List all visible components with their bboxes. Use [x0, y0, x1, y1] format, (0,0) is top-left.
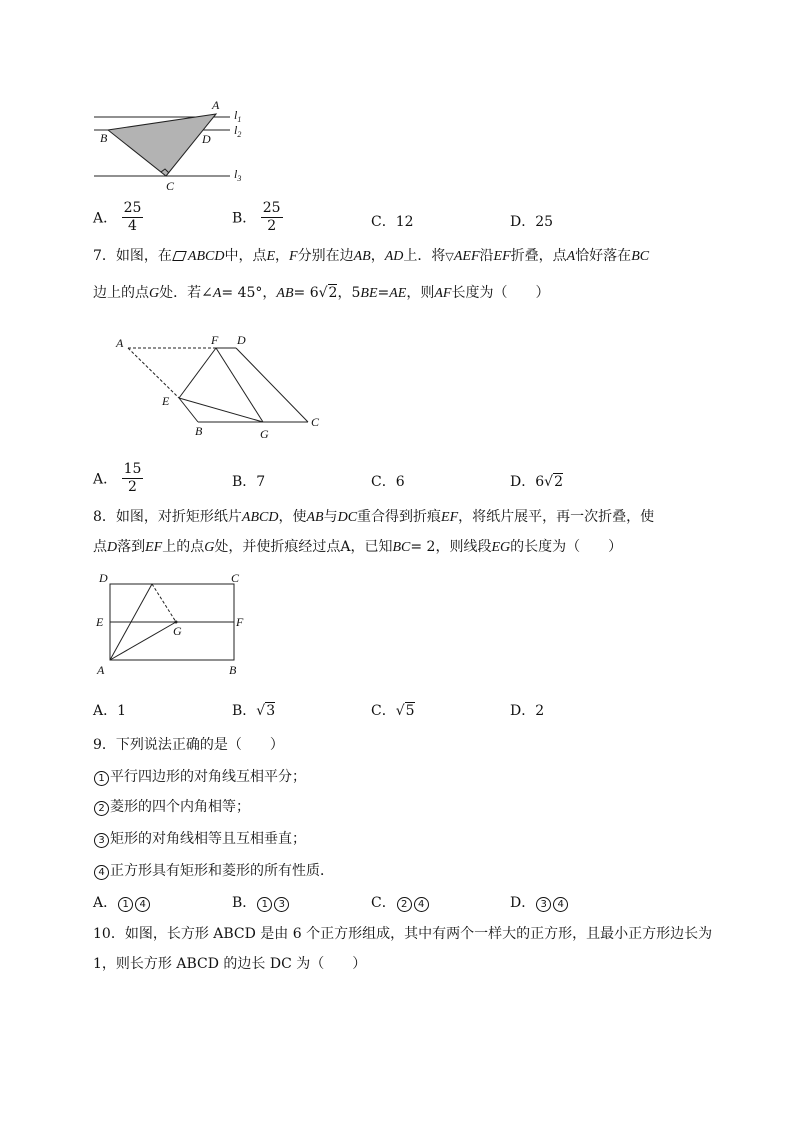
- q6-label-a: A: [212, 98, 220, 112]
- q10-stem-line-2: 1，则长方形 ABCD 的边长 DC 为（ ）: [93, 956, 367, 972]
- q9-option-c[interactable]: C． 2 4: [371, 892, 430, 912]
- q8-option-b-radicand: 3: [266, 703, 276, 719]
- q8-option-c-letter: C．: [371, 703, 396, 719]
- q7-figure: [110, 332, 330, 442]
- q6-label-l3-sub: 3: [237, 174, 242, 183]
- q6-option-a-fraction: $\frac{25}{4}$: [123, 200, 142, 234]
- q7-option-b[interactable]: [232, 471, 265, 491]
- q6-label-l2-sub: 2: [237, 130, 242, 139]
- q7-option-d[interactable]: D．6√2: [510, 474, 563, 490]
- q8-label-a: A: [97, 663, 105, 677]
- svg-text:l1: [234, 108, 241, 124]
- svg-text:l2: [234, 123, 241, 139]
- q8-label-f: F: [236, 615, 244, 629]
- q8-option-c[interactable]: C．√5: [371, 703, 415, 719]
- q8-figure: [90, 568, 250, 680]
- q9-option-a[interactable]: A． 1 4: [93, 892, 151, 912]
- q9-option-b[interactable]: B． 1 3: [232, 892, 290, 912]
- q7-option-c-letter: C．: [371, 474, 396, 490]
- q6-label-l1-sub: 1: [237, 115, 242, 124]
- q7-option-c[interactable]: [371, 471, 405, 491]
- q6-option-d-letter: D．: [510, 214, 536, 230]
- q7-label-c: C: [311, 415, 320, 429]
- q6-option-c-letter: C．: [371, 214, 396, 230]
- q8-option-d[interactable]: [510, 700, 544, 720]
- q6-label-c: C: [166, 179, 175, 193]
- q10-stem-line-1: 10．如图，长方形 ABCD 是由 6 个正方形组成，其中有两个一样大的正方形，且最小正方形边长为: [93, 926, 713, 942]
- q9-item-3: 3 矩形的对角线相等且互相垂直；: [93, 829, 306, 849]
- q8-option-a-letter: A．: [93, 703, 118, 719]
- q7-stem-line-2: 边上的点G处．若∠A= 45°，AB= 6√2，5BE=AE，则AF长度为（ ）: [93, 285, 550, 301]
- q6-option-b[interactable]: [232, 200, 283, 235]
- q8-label-c: C: [231, 571, 240, 585]
- q6-option-a-letter: A．: [93, 210, 118, 227]
- q7-option-b-letter: B．: [232, 474, 257, 490]
- q7-option-b-text: 7: [256, 474, 266, 490]
- q7-option-d-radicand: 2: [554, 474, 563, 490]
- q6-label-l2: l: [234, 123, 238, 137]
- q6-label-l1: l: [234, 108, 238, 122]
- q8-stem-line-1: 8．如图，对折矩形纸片ABCD，使AB与DC重合得到折痕EF，将纸片展平，再一次折叠，使: [93, 509, 655, 525]
- q9-option-d[interactable]: D． 3 4: [510, 892, 569, 912]
- q6-option-b-letter: B．: [232, 210, 257, 227]
- q7-option-c-text: 6: [395, 474, 405, 490]
- q7-label-d: D: [237, 333, 246, 347]
- q6-figure: [90, 98, 260, 194]
- q8-option-b-letter: B．: [232, 703, 257, 719]
- q8-option-d-text: 2: [535, 703, 545, 719]
- q7-option-a-letter: A．: [93, 471, 118, 488]
- q6-label-b: B: [100, 131, 108, 145]
- q7-option-a[interactable]: [93, 461, 143, 496]
- q8-option-a[interactable]: [93, 700, 126, 720]
- q8-label-b: B: [229, 663, 237, 677]
- q9-item-4: 4 正方形具有矩形和菱形的所有性质．: [93, 861, 334, 881]
- q9-item-2: 2 菱形的四个内角相等；: [93, 797, 250, 817]
- q6-option-d[interactable]: [510, 211, 553, 231]
- q7-label-b: B: [195, 424, 203, 438]
- q6-option-c-text: 12: [395, 214, 414, 230]
- q8-stem-line-2: 点D落到EF上的点G处，并使折痕经过点A，已知BC= 2，则线段EG的长度为（ ）: [93, 539, 623, 555]
- q9-stem: 9．下列说法正确的是（ ）: [93, 737, 284, 753]
- q8-option-b[interactable]: B．√3: [232, 703, 276, 719]
- q8-label-d: D: [99, 571, 108, 585]
- q8-option-a-text: 1: [117, 703, 127, 719]
- q8-option-d-letter: D．: [510, 703, 536, 719]
- q7-label-f: F: [211, 333, 219, 347]
- q6-label-d: D: [202, 132, 211, 146]
- q9-item-1: 1 平行四边形的对角线互相平分；: [93, 767, 306, 787]
- q8-option-c-radicand: 5: [405, 703, 415, 719]
- q7-stem-line-1: 7．如图，在 ABCD中，点E，F分别在边AB，AD上．将▽AEF沿EF折叠，点A恰好落在BC: [93, 248, 650, 264]
- q7-option-d-letter: D．: [510, 474, 536, 490]
- q6-option-b-fraction: $\frac{25}{2}$: [262, 200, 281, 234]
- q7-label-g: G: [260, 427, 269, 441]
- q6-label-l3: l: [234, 167, 238, 181]
- q8-label-e: E: [96, 615, 104, 629]
- svg-text:l3: [234, 167, 241, 183]
- q7-label-e: E: [162, 394, 170, 408]
- q8-label-g: G: [173, 624, 182, 638]
- q7-option-a-fraction: $\frac{15}{2}$: [123, 461, 142, 495]
- q6-option-a[interactable]: [93, 200, 143, 235]
- q7-label-a: A: [116, 336, 124, 350]
- q6-option-d-text: 25: [535, 214, 554, 230]
- q6-option-c[interactable]: [371, 211, 414, 231]
